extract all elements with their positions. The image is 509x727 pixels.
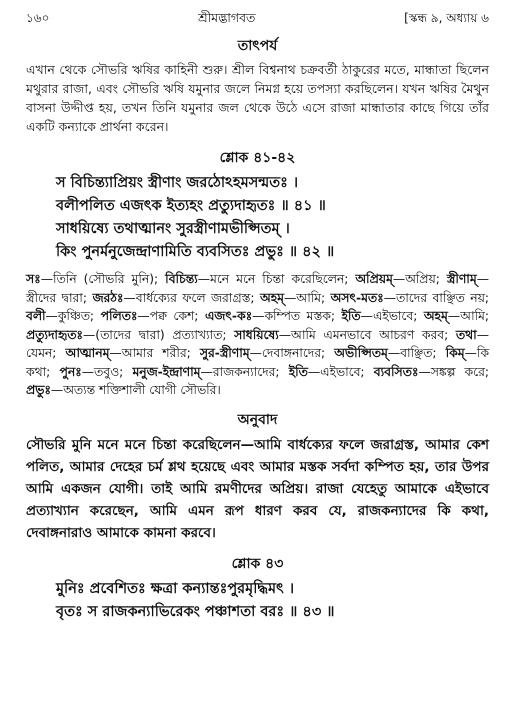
synonym-meaning: —অপ্রিয়; <box>392 272 447 286</box>
chapter-reference: [স্কন্ধ ৯, অধ্যায় ৬ <box>404 11 489 25</box>
synonym-meaning: —কি কথা; <box>26 346 489 379</box>
purport-heading: তাৎপর্য <box>237 38 278 54</box>
synonym-word: অহম্ <box>423 309 448 323</box>
page-header <box>26 10 489 30</box>
synonym-word: ইতি <box>288 364 308 379</box>
verse-43-heading: শ্লোক ৪৩ <box>231 555 284 572</box>
synonym-meaning: —এইভাবে; <box>307 364 374 379</box>
verse-line: সাধয়িষ্যে তথাত্মানং সুরস্ত্রীণামভীপ্সিতম্ । <box>56 221 290 237</box>
synonym-word: কিম্ <box>445 346 465 360</box>
synonym-meaning: —মনে মনে চিন্তা করেছিলেন; <box>197 272 356 286</box>
synonym-word: অহম্ <box>260 290 284 305</box>
synonym-word: অসৎ-মতঃ <box>330 290 384 305</box>
synonym-word: সঃ <box>26 272 41 286</box>
synonym-meaning: —(তাদের দ্বারা) প্রত্যাখ্যাত; <box>82 327 235 342</box>
synonym-meaning: —বাঞ্ছিত; <box>387 346 446 360</box>
verse-line: স বিচিন্ত্যাপ্রিয়ং স্ত্রীণাং জরঠোঽহমসন্মতঃ । <box>56 175 299 191</box>
synonym-word: পুনঃ <box>59 364 82 379</box>
synonym-word: সুর-স্ত্রীণাম্ <box>199 346 250 360</box>
synonym-meaning: —কুঞ্চিত; <box>45 309 101 323</box>
synonym-word: পলিতঃ <box>100 309 138 323</box>
synonym-word: প্রভুঃ <box>26 383 51 397</box>
synonym-meaning: —অত্যন্ত শক্তিশালী যোগী সৌভরি। <box>50 383 221 397</box>
synonym-word: বলী <box>26 309 46 323</box>
synonym-word: এজৎ-কঃ <box>204 309 253 323</box>
page-number: ১৬০ <box>26 11 50 25</box>
synonym-meaning: —তাদের বাঞ্ছিত নয়; <box>383 290 489 305</box>
synonym-meaning: —বার্ধক্যের ফলে জরাগ্রস্ত; <box>123 290 261 305</box>
synonym-word: ইতি <box>341 309 361 323</box>
synonym-word: মনুজ-ইন্দ্রাণাম্ <box>132 364 201 379</box>
synonym-meaning: —দেবাঙ্গনাদের; <box>249 346 335 360</box>
book-title: শ্রীমদ্ভাগবত <box>198 10 256 25</box>
synonym-word: বিচিন্ত্য <box>165 272 198 286</box>
translation-text: সৌভরি মুনি মনে মনে চিন্তা করেছিলেন—আমি বার্ধক্যের ফলে জরাগ্রস্ত, আমার কেশ পলিত, আমার দেহের চর্ম শ্লথ হয়েছে এবং আমার মস্তক সর্বদা কম্পিত হয়, তার উপর আমি একজন যোগী। তাই আমি রমণীদের অপ্রিয়। রাজা যেহেতু আমাকে এইভাবে প্রত্যাখ্যান করেছেন, আমি এমন রূপ ধারণ করব যে, রাজকন্যাদের কি কথা, দেবাঙ্গনারাও আমাকে কামনা করবে। <box>26 436 489 541</box>
synonym-word: প্রত্যুদাহৃতঃ <box>26 327 83 342</box>
synonym-meaning: —স্ত্রীদের দ্বারা; <box>26 272 489 305</box>
verse-41-42-heading: শ্লোক ৪১-৪২ <box>219 150 296 166</box>
synonym-meaning: —আমার শরীর; <box>109 346 200 360</box>
synonym-word: অপ্রিয়ম্ <box>355 272 393 286</box>
synonym-meaning: —তিনি (সৌভরি মুনি); <box>40 272 166 286</box>
verse-line: বৃতঃ স রাজকন্যাভিরেকং পঞ্চাশতা বরঃ ॥ ৪৩ ॥ <box>56 603 335 620</box>
synonym-word: স্ত্রীণাম্ <box>446 272 477 286</box>
synonym-meaning: —আমি; <box>284 290 331 305</box>
synonym-meaning: —পক্ব কেশ; <box>137 309 205 323</box>
synonym-word: অভীপ্সিতম্ <box>334 346 388 360</box>
synonym-word: জরঠঃ <box>92 290 124 305</box>
synonym-word: ব্যবসিতঃ <box>373 364 419 379</box>
synonym-word: তথা <box>455 327 477 342</box>
word-for-word-synonyms <box>26 270 489 400</box>
verse-41-42 <box>56 172 489 264</box>
synonym-meaning: —কম্পিত মস্তক; <box>252 309 342 323</box>
synonym-word: সাধয়িষ্যে <box>234 327 279 342</box>
synonym-meaning: —রাজকন্যাদের; <box>200 364 289 379</box>
synonym-meaning: —আমি; <box>447 309 489 323</box>
verse-43 <box>56 578 489 624</box>
synonym-meaning: —যেমন; <box>26 327 489 360</box>
verse-line: বলীপলিত এজৎক ইত্যহং প্রত্যুদাহৃতঃ ॥ ৪১ ॥ <box>56 198 326 214</box>
synonym-word: আত্মানম্ <box>65 346 110 360</box>
purport-text: এখান থেকে সৌভরি ঋষির কাহিনী শুরু। শ্রীল বিশ্বনাথ চক্রবর্তী ঠাকুরের মতে, মান্ধাতা ছিলেন মথুরার রাজা, এবং সৌভরি ঋষি যমুনার জলে নিমগ্ন হয়ে তপস্যা করছিলেন। যখন ঋষির মৈথুন বাসনা উদ্দীপ্ত হয়, তখন তিনি যমুনার জল থেকে উঠে এসে রাজা মান্ধাতার কাছে গিয়ে তাঁর একটি কন্যাকে প্রার্থনা করেন। <box>26 62 489 134</box>
synonym-meaning: —সঙ্কল্প করে; <box>418 364 489 379</box>
synonym-meaning: —আমি এমনভাবে আচরণ করব; <box>278 327 456 342</box>
verse-line: মুনিঃ প্রবেশিতঃ ক্ষত্রা কন্যান্তঃপুরমৃদ্ধিমৎ । <box>56 580 295 597</box>
synonym-meaning: —এইভাবে; <box>360 309 424 323</box>
translation-heading: অনুবাদ <box>237 411 278 428</box>
verse-line: কিং পুনর্মনুজেন্দ্রাণামিতি ব্যবসিতঃ প্রভুঃ ॥ ৪২ ॥ <box>56 244 335 260</box>
synonym-meaning: —তবুও; <box>81 364 133 379</box>
